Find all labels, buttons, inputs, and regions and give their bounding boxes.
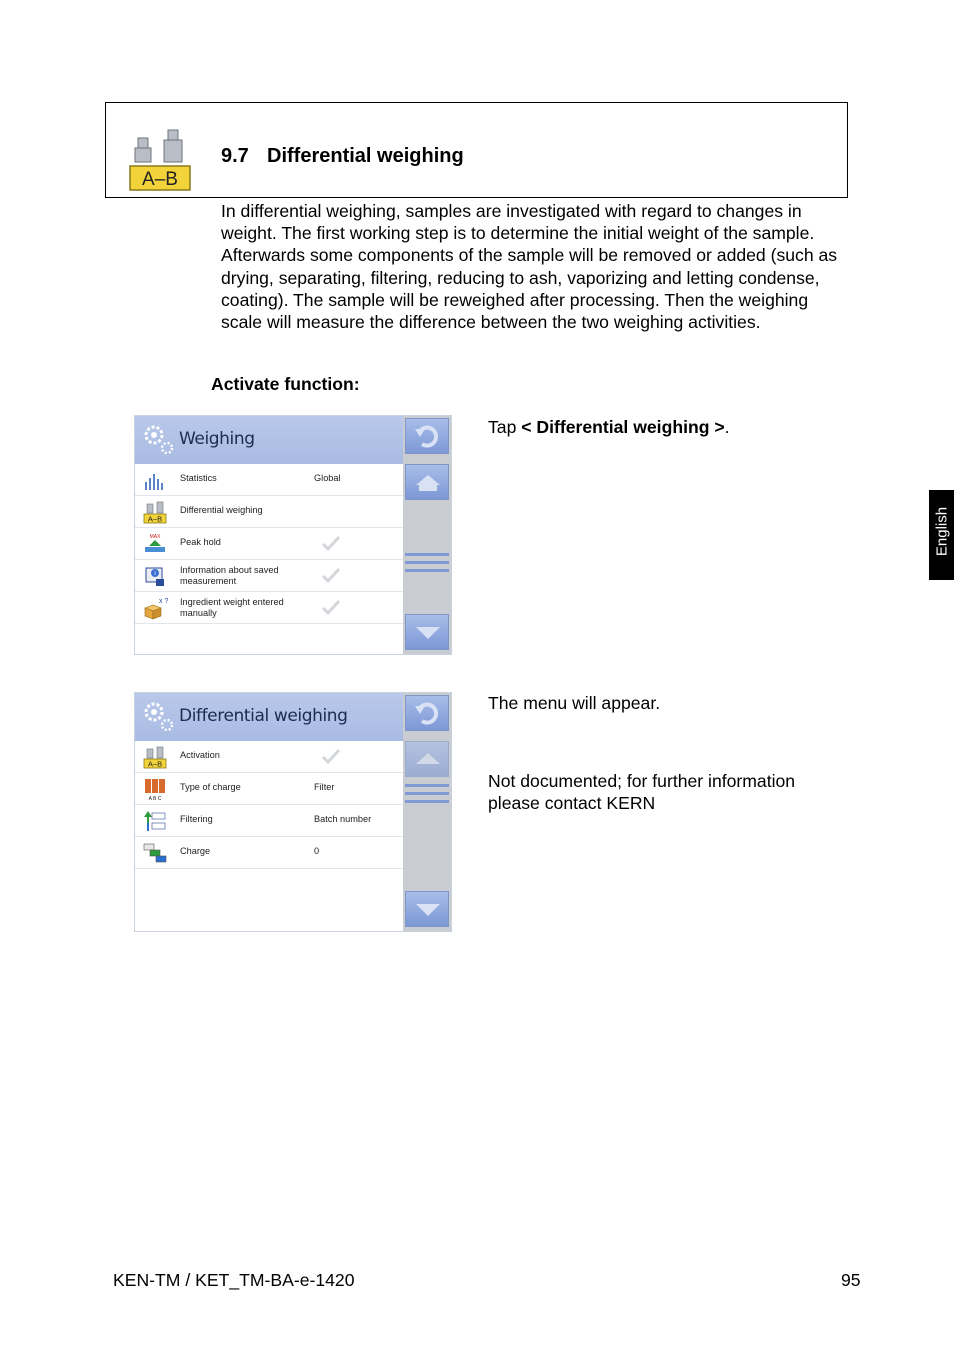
scrollbar-handle[interactable] <box>405 548 449 578</box>
language-side-tab <box>929 490 954 580</box>
menu-row-charge[interactable] <box>135 837 403 869</box>
menu-row-label: Charge <box>180 846 211 856</box>
menu-row-info-saved[interactable] <box>135 560 403 592</box>
menu-row-label: Type of charge <box>180 782 241 792</box>
ab-weights-icon <box>128 126 194 192</box>
svg-text:i: i <box>154 571 156 577</box>
back-arrow-icon <box>414 425 442 449</box>
menu-row-label: Activation <box>180 750 220 760</box>
menu-row-type-of-charge[interactable] <box>135 773 403 805</box>
svg-text:x ?: x ? <box>159 598 169 605</box>
activate-heading: Activate function: <box>211 374 360 394</box>
menu-row-label: Peak hold <box>180 537 221 547</box>
caption-tap-instruction <box>488 416 730 438</box>
caption-bold-term: < Differential weighing > <box>521 417 725 437</box>
footer-page-number: 95 <box>841 1270 861 1290</box>
screen-sidebar <box>403 416 451 654</box>
scroll-down-button[interactable] <box>405 614 449 650</box>
language-label: English <box>933 506 951 557</box>
svg-text:A–B: A–B <box>147 514 163 524</box>
svg-text:A B C: A B C <box>148 796 162 802</box>
back-button[interactable] <box>405 695 449 731</box>
menu-row-peak-hold[interactable] <box>135 528 403 560</box>
weighing-menu-screen <box>134 415 452 655</box>
settings-gears-icon <box>141 422 175 456</box>
menu-row-activation[interactable] <box>135 741 403 773</box>
scrollbar-handle[interactable] <box>405 779 449 809</box>
settings-gears-icon <box>141 699 175 733</box>
charge-icon <box>143 841 167 865</box>
menu-row-value: Global <box>314 473 341 483</box>
menu-row-label: Ingredient weight entered manually <box>180 597 284 618</box>
intro-paragraph: In differential weighing, samples are investigated with regard to changes in weight. The first working step is to determine the initial weight of the sample. Afterwards some components of the sample will be removed or added (such as drying, separating, filtering, reducing to ash, vaporizing and letting condense, coating). The sample will be reweighed after processing. Then the weighing scale will measure the difference between the two weighing activities. <box>221 201 838 333</box>
svg-text:A–B: A–B <box>147 759 163 769</box>
menu-row-statistics[interactable] <box>135 464 403 496</box>
screen-titlebar <box>135 416 403 464</box>
back-arrow-icon <box>414 702 442 726</box>
svg-text:MAX: MAX <box>149 534 161 540</box>
chevron-down-icon <box>414 621 442 645</box>
menu-row-value: 0 <box>314 846 320 856</box>
home-icon <box>414 471 442 495</box>
menu-row-differential-weighing[interactable] <box>135 496 403 528</box>
menu-row-filtering[interactable] <box>135 805 403 837</box>
filtering-icon <box>143 809 167 833</box>
section-title-text: Differential weighing <box>267 145 464 167</box>
differential-weighing-screen <box>134 692 452 932</box>
screen-titlebar <box>135 693 403 741</box>
statistics-icon <box>143 468 167 492</box>
footer-doc-id: KEN-TM / KET_TM-BA-e-1420 <box>113 1270 355 1290</box>
menu-row-value: Batch number <box>314 814 372 824</box>
section-title <box>221 145 464 168</box>
menu-row-label: Filtering <box>180 814 213 824</box>
peak-hold-icon <box>143 532 167 556</box>
home-button[interactable] <box>405 464 449 500</box>
menu-row-label: Statistics <box>180 473 217 483</box>
menu-row-label: Differential weighing <box>180 505 263 515</box>
checkmark-icon[interactable] <box>321 567 341 583</box>
info-saved-icon <box>143 564 167 588</box>
caption-not-documented: Not documented; for further information please contact KERN <box>488 771 796 814</box>
section-header-box <box>105 102 848 198</box>
checkmark-icon[interactable] <box>321 599 341 615</box>
ingredient-icon <box>143 596 167 620</box>
menu-row-value: Filter <box>314 782 335 792</box>
scroll-down-button[interactable] <box>405 891 449 927</box>
chevron-up-icon <box>414 748 442 772</box>
caption-prefix: Tap <box>488 417 522 437</box>
screen-title: Weighing <box>179 429 255 449</box>
checkmark-icon[interactable] <box>321 748 341 764</box>
caption-menu-appears: The menu will appear. <box>488 693 661 713</box>
screen-title: Differential weighing <box>179 706 348 726</box>
scroll-up-button[interactable] <box>405 741 449 777</box>
menu-row-label: Information about saved measurement <box>180 565 279 586</box>
chevron-down-icon <box>414 898 442 922</box>
back-button[interactable] <box>405 418 449 454</box>
checkmark-icon[interactable] <box>321 535 341 551</box>
svg-text:A–B: A–B <box>142 169 178 190</box>
ab-weights-icon <box>143 745 167 769</box>
charge-type-icon <box>143 777 167 801</box>
caption-suffix: . <box>724 417 730 437</box>
menu-row-ingredient[interactable] <box>135 592 403 624</box>
ab-weights-icon <box>143 500 167 524</box>
section-number: 9.7 <box>221 145 249 167</box>
screen-sidebar <box>403 693 451 931</box>
